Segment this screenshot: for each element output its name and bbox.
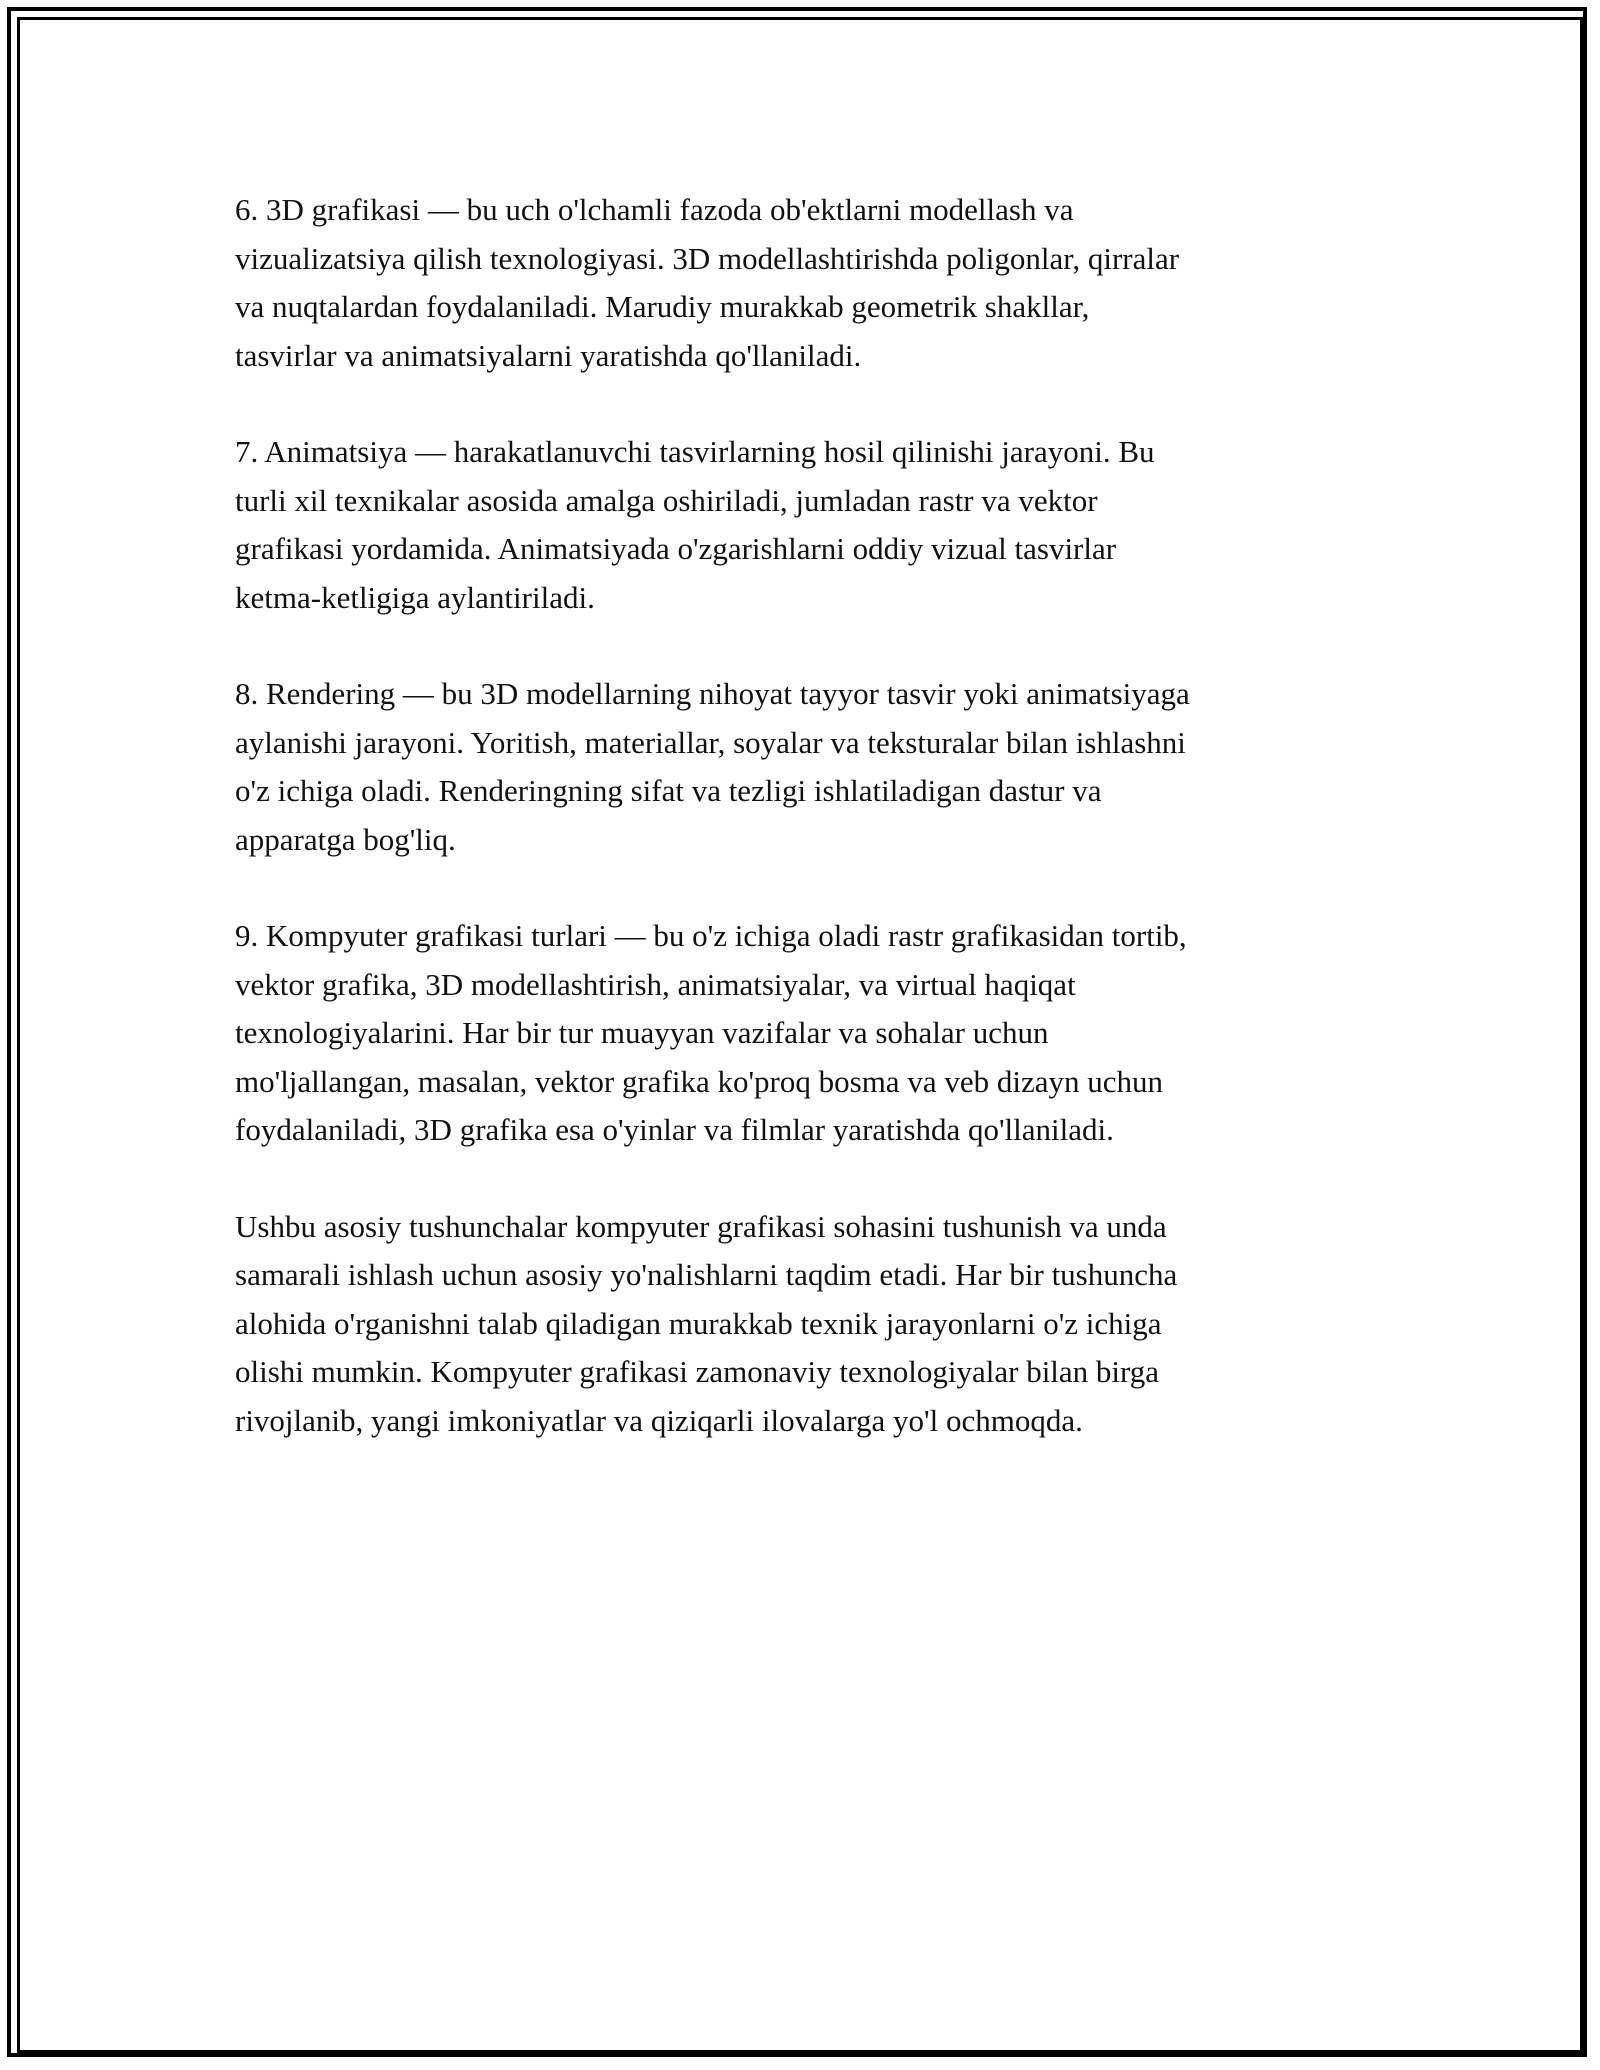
document-body [235,186,1375,1493]
paragraph-graphics-types: 9. Kompyuter grafikasi turlari — bu o'z ichiga oladi rastr grafikasidan tortib, vektor grafika, 3D modellashtirish, animatsiyalar, va virtual haqiqat texnologiyalarini. Har bir tur muayyan vazifalar va sohalar uchun mo'ljallangan, masalan, vektor grafika ko'proq bosma va veb dizayn uchun foydalaniladi, 3D grafika esa o'yinlar va filmlar yaratishda qo'llaniladi. [235,918,1187,1147]
paragraph-3d-graphics: 6. 3D grafikasi — bu uch o'lchamli fazoda ob'ektlarni modellash va vizualizatsiya qilish texnologiyasi. 3D modellashtirishda poligonlar, qirralar va nuqtalardan foydalaniladi. Marudiy murakkab geometrik shakllar, tasvirlar va animatsiyalarni yaratishda qo'llaniladi. [235,192,1180,373]
paragraph-animation: 7. Animatsiya — harakatlanuvchi tasvirlarning hosil qilinishi jarayoni. Bu turli xil texnikalar asosida amalga oshiriladi, jumladan rastr va vektor grafikasi yordamida. Animatsiyada o'zgarishlarni oddiy vizual tasvirlar ketma-ketligiga aylantiriladi. [235,434,1155,615]
paragraph-rendering: 8. Rendering — bu 3D modellarning nihoyat tayyor tasvir yoki animatsiyaga aylanishi jarayoni. Yoritish, materiallar, soyalar va teksturalar bilan ishlashni o'z ichiga oladi. Renderingning sifat va tezligi ishlatiladigan dastur va apparatga bog'liq. [235,676,1190,857]
paragraph-conclusion: Ushbu asosiy tushunchalar kompyuter grafikasi sohasini tushunish va unda samarali ishlash uchun asosiy yo'nalishlarni taqdim etadi. Har bir tushuncha alohida o'rganishni talab qiladigan murakkab texnik jarayonlarni o'z ichiga olishi mumkin. Kompyuter grafikasi zamonaviy texnologiyalar bilan birga rivojlanib, yangi imkoniyatlar va qiziqarli ilovalarga yo'l ochmoqda. [235,1208,1178,1438]
